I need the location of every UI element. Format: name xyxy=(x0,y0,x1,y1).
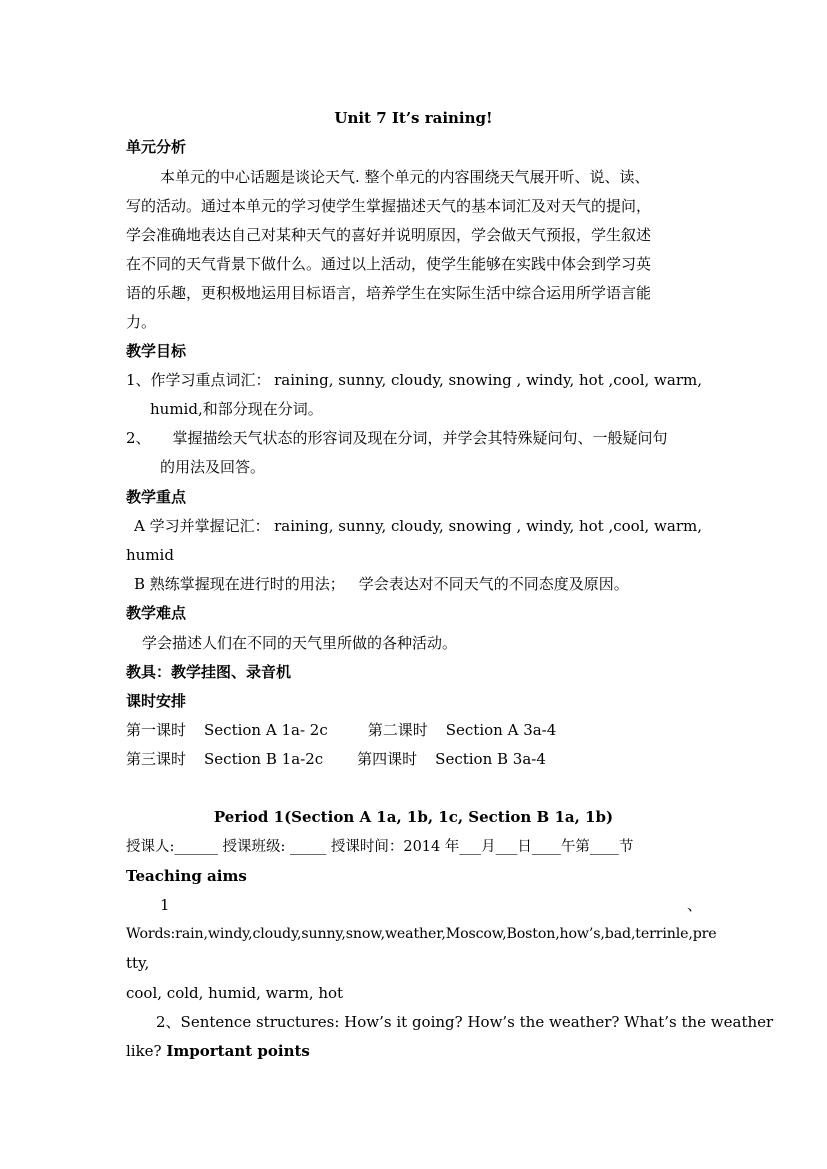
aim-2-line: 2、Sentence structures: How’s it going? How’s the weather? What’s the weather xyxy=(156,1013,774,1031)
goal-item-2-cont: 的用法及回答。 xyxy=(160,458,266,476)
words-line: tty, xyxy=(126,954,150,972)
difficulties-heading: 教学难点 xyxy=(126,604,187,622)
period1-title: Period 1(Section A 1a, 1b, 1c, Section B 1a, 1b) xyxy=(213,808,614,826)
schedule-label: 第三课时 xyxy=(126,750,187,768)
key-point-a-words: raining, sunny, cloudy, snowing , windy, hot ,cool, warm, xyxy=(274,517,702,535)
unit-analysis-line: 本单元的中心话题是谈论天气. 整个单元的内容围绕天气展开听、说、读、 xyxy=(160,168,650,186)
difficulties-text: 学会描述人们在不同的天气里所做的各种活动。 xyxy=(142,634,458,652)
unit-analysis-line: 在不同的天气背景下做什么。通过以上活动，使学生能够在实践中体会到学习英 xyxy=(126,255,652,273)
goal-item-2 xyxy=(126,428,702,448)
aim-1-mark: 、 xyxy=(686,896,702,914)
key-point-a xyxy=(126,516,702,536)
key-point-b-label: B 熟练掌握现在进行时的用法； xyxy=(134,575,345,593)
key-point-b xyxy=(126,574,702,594)
schedule-section: Section A 3a-4 xyxy=(445,721,557,739)
unit-analysis-heading: 单元分析 xyxy=(126,138,187,156)
words-line: Words:rain,windy,cloudy,sunny,snow,weather,Moscow,Boston,how’s,bad,terrinle,pre xyxy=(126,926,717,942)
key-point-b-text: 学会表达对不同天气的不同态度及原因。 xyxy=(358,575,629,593)
unit-analysis-line: 写的活动。通过本单元的学习使学生掌握描述天气的基本词汇及对天气的提问， xyxy=(126,197,652,215)
schedule-label: 第一课时 xyxy=(126,721,187,739)
goal-item-2-label: 2、 xyxy=(126,429,151,447)
aim-2-line-cont xyxy=(126,1041,702,1061)
schedule-label: 第四课时 xyxy=(357,750,418,768)
goal-item-2-text: 掌握描绘天气状态的形容词及现在分词，并学会其特殊疑问句、一般疑问句 xyxy=(172,429,668,447)
schedule-row-1 xyxy=(126,720,702,740)
goal-item-1-cont: humid,和部分现在分词。 xyxy=(150,400,323,418)
words-line: cool, cold, humid, warm, hot xyxy=(126,984,344,1002)
teaching-aims-heading: Teaching aims xyxy=(126,867,247,885)
unit-analysis-line: 力。 xyxy=(126,313,157,331)
key-point-a-cont: humid xyxy=(126,546,174,564)
schedule-section: Section A 1a- 2c xyxy=(204,721,328,739)
aim-2-like: like? xyxy=(126,1042,162,1060)
aim-1-header xyxy=(126,895,702,915)
schedule-heading: 课时安排 xyxy=(126,692,187,710)
key-point-a-label: A 学习并掌握记汇： xyxy=(134,517,270,535)
schedule-row-2 xyxy=(126,749,702,769)
key-points-heading: 教学重点 xyxy=(126,488,187,506)
aim-1-number: 1 xyxy=(160,896,170,914)
period1-info-line: 授课人:______ 授课班级: _____ 授课时间：2014 年___月___日____午第____节 xyxy=(126,839,634,855)
goal-item-1 xyxy=(126,370,702,390)
schedule-section: Section B 1a-2c xyxy=(204,750,324,768)
tools-line: 教具：教学挂图、录音机 xyxy=(126,663,292,681)
important-points-heading: Important points xyxy=(166,1042,310,1060)
unit-analysis-line: 语的乐趣，更积极地运用目标语言，培养学生在实际生活中综合运用所学语言能 xyxy=(126,284,652,302)
unit-analysis-line: 学会准确地表达自己对某种天气的喜好并说明原因，学会做天气预报，学生叙述 xyxy=(126,226,652,244)
schedule-label: 第二课时 xyxy=(367,721,428,739)
goal-item-1-label: 1、作学习重点词汇： xyxy=(126,371,271,389)
teaching-goals-heading: 教学目标 xyxy=(126,342,187,360)
schedule-section: Section B 3a-4 xyxy=(435,750,546,768)
goal-item-1-words: raining, sunny, cloudy, snowing , windy, hot ,cool, warm, xyxy=(274,371,702,389)
page-title: Unit 7 It’s raining! xyxy=(334,109,493,127)
